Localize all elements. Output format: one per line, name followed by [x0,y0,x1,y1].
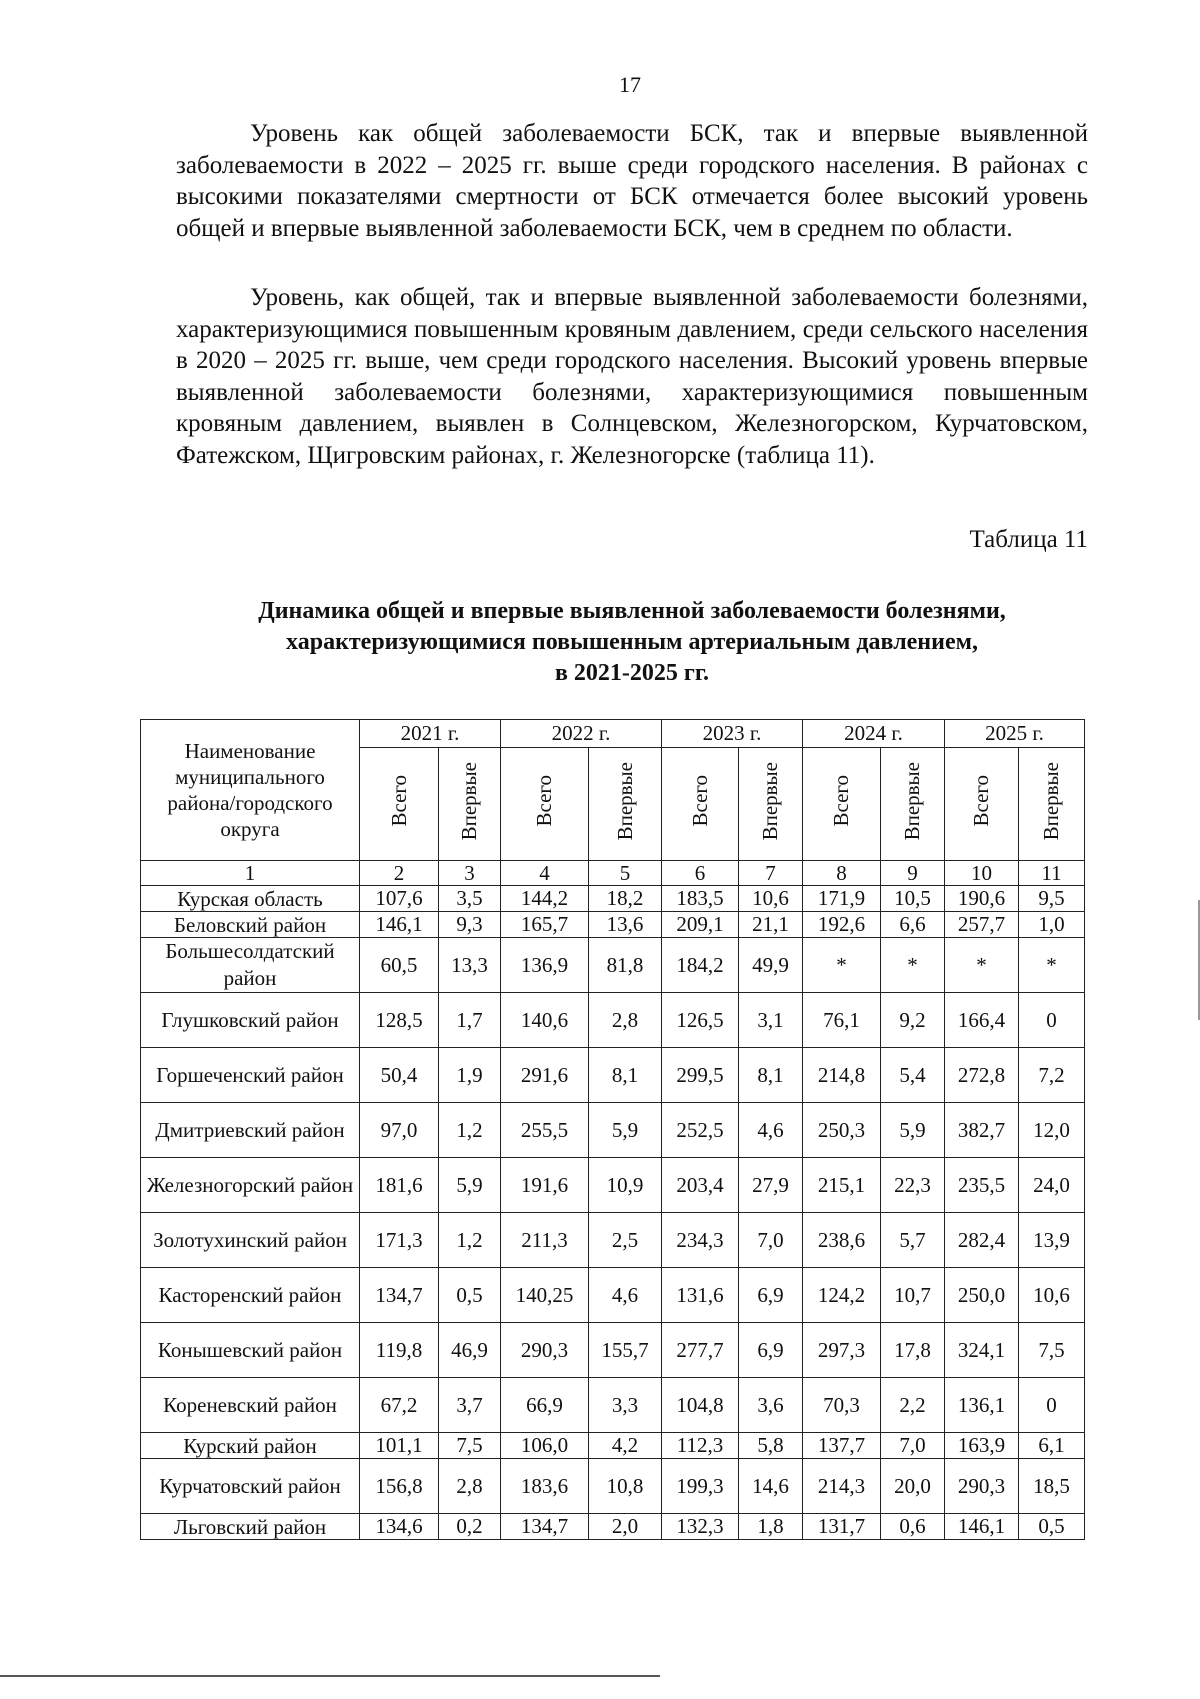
first-value-cell: 10,8 [589,1459,662,1514]
total-value-cell: 257,7 [945,912,1019,938]
first-value-cell: 5,9 [589,1103,662,1158]
total-value-cell: 131,6 [662,1268,739,1323]
total-value-cell: 299,5 [662,1048,739,1103]
first-value-cell: 24,0 [1019,1158,1085,1213]
total-value-cell: 134,7 [501,1514,589,1540]
header-first [589,748,662,861]
first-value-cell: 27,9 [739,1158,803,1213]
total-value-cell: 171,3 [360,1213,439,1268]
total-value-cell: 209,1 [662,912,739,938]
first-value-cell: 0,5 [1019,1514,1085,1540]
first-value-cell: 4,6 [589,1268,662,1323]
column-number-cell: 10 [945,861,1019,886]
first-value-cell: 0,5 [439,1268,501,1323]
column-number-cell: 5 [589,861,662,886]
first-value-cell: * [1019,938,1085,993]
first-value-cell: 155,7 [589,1323,662,1378]
table-title [176,596,1088,689]
table-row [141,1323,1085,1378]
row-name-cell: Горшеченский район [141,1048,360,1103]
first-value-cell: 7,5 [439,1433,501,1459]
morbidity-table [140,719,1085,1540]
row-name-cell: Золотухинский район [141,1213,360,1268]
first-value-cell: 81,8 [589,938,662,993]
first-value-cell: 10,7 [881,1268,945,1323]
first-value-cell: 20,0 [881,1459,945,1514]
first-value-cell: 0,6 [881,1514,945,1540]
total-value-cell: 97,0 [360,1103,439,1158]
row-name-cell: Большесолдатский район [141,938,360,993]
first-value-cell: 2,0 [589,1514,662,1540]
first-value-cell: 13,3 [439,938,501,993]
first-value-cell: 2,5 [589,1213,662,1268]
first-value-cell: 5,4 [881,1048,945,1103]
column-number-cell: 6 [662,861,739,886]
column-number-cell: 3 [439,861,501,886]
first-value-cell: 13,9 [1019,1213,1085,1268]
total-value-cell: 146,1 [360,912,439,938]
first-value-cell: 0,2 [439,1514,501,1540]
row-name-cell: Железногорский район [141,1158,360,1213]
total-value-cell: 76,1 [803,993,881,1048]
total-value-cell: 70,3 [803,1378,881,1433]
first-value-cell: 3,7 [439,1378,501,1433]
total-value-cell: 382,7 [945,1103,1019,1158]
total-value-cell: 134,7 [360,1268,439,1323]
total-value-cell: 183,5 [662,886,739,912]
first-value-cell: 14,6 [739,1459,803,1514]
column-number-cell: 9 [881,861,945,886]
table-row [141,938,1085,993]
header-year: 2022 г. [501,720,662,748]
header-total [945,748,1019,861]
total-value-cell: 124,2 [803,1268,881,1323]
total-value-cell: 214,3 [803,1459,881,1514]
first-value-cell: 7,0 [881,1433,945,1459]
first-value-cell: 1,9 [439,1048,501,1103]
total-value-cell: 324,1 [945,1323,1019,1378]
paragraph-1: Уровень как общей заболеваемости БСК, так и впервые выявленной заболеваемости в 2022 – 2025 гг. выше среди городского населения. В районах с высокими показателями смертности от БСК отмечается более высокий уровень общей и впервые выявленной заболеваемости БСК, чем в среднем по области. [176,120,1088,242]
first-value-cell: 10,6 [739,886,803,912]
total-value-cell: 255,5 [501,1103,589,1158]
first-value-cell: 10,6 [1019,1268,1085,1323]
first-value-cell: 5,8 [739,1433,803,1459]
table-row [141,1158,1085,1213]
total-value-cell: 50,4 [360,1048,439,1103]
first-value-cell: 7,0 [739,1213,803,1268]
first-value-cell: 4,6 [739,1103,803,1158]
total-value-cell: 238,6 [803,1213,881,1268]
first-value-cell: 3,5 [439,886,501,912]
column-number-cell: 7 [739,861,803,886]
header-total-label: Всего [829,775,853,827]
first-value-cell: 12,0 [1019,1103,1085,1158]
total-value-cell: 250,0 [945,1268,1019,1323]
column-number-cell: 2 [360,861,439,886]
header-first-label: Впервые [457,761,481,841]
first-value-cell: 1,0 [1019,912,1085,938]
total-value-cell: 190,6 [945,886,1019,912]
total-value-cell: 66,9 [501,1378,589,1433]
column-number-cell: 1 [141,861,360,886]
table-row [141,1213,1085,1268]
total-value-cell: 126,5 [662,993,739,1048]
row-name-cell: Курчатовский район [141,1459,360,1514]
total-value-cell: 140,25 [501,1268,589,1323]
header-total [803,748,881,861]
total-value-cell: 297,3 [803,1323,881,1378]
first-value-cell: 1,7 [439,993,501,1048]
table-row [141,1433,1085,1459]
table-row [141,912,1085,938]
table-title-line-3: в 2021-2025 гг. [554,660,710,686]
total-value-cell: 144,2 [501,886,589,912]
first-value-cell: 5,9 [439,1158,501,1213]
total-value-cell: 291,6 [501,1048,589,1103]
total-value-cell: 184,2 [662,938,739,993]
first-value-cell: 13,6 [589,912,662,938]
header-total-label: Всего [386,775,411,827]
table-title-line-1: Динамика общей и впервые выявленной заболеваемости болезнями, [258,598,1006,624]
row-name-cell: Конышевский район [141,1323,360,1378]
header-year: 2024 г. [803,720,945,748]
table-body [141,886,1085,1540]
table-title-line-2: характеризующимися повышенным артериальным давлением, [286,629,978,655]
first-value-cell: 2,8 [589,993,662,1048]
total-value-cell: 67,2 [360,1378,439,1433]
total-value-cell: 250,3 [803,1103,881,1158]
first-value-cell: 6,9 [739,1268,803,1323]
total-value-cell: 104,8 [662,1378,739,1433]
header-first-label: Впервые [900,761,924,841]
row-name-cell: Касторенский район [141,1268,360,1323]
first-value-cell: 3,6 [739,1378,803,1433]
total-value-cell: * [945,938,1019,993]
row-name-cell: Курская область [141,886,360,912]
total-value-cell: 132,3 [662,1514,739,1540]
first-value-cell: 10,5 [881,886,945,912]
first-value-cell: 1,2 [439,1103,501,1158]
first-value-cell: 46,9 [439,1323,501,1378]
first-value-cell: 0 [1019,993,1085,1048]
row-name-cell: Дмитриевский район [141,1103,360,1158]
first-value-cell: 5,7 [881,1213,945,1268]
first-value-cell: * [881,938,945,993]
first-value-cell: 6,9 [739,1323,803,1378]
header-total [662,748,739,861]
total-value-cell: 203,4 [662,1158,739,1213]
header-first [439,748,501,861]
total-value-cell: 112,3 [662,1433,739,1459]
header-first [881,748,945,861]
first-value-cell: 21,1 [739,912,803,938]
total-value-cell: 166,4 [945,993,1019,1048]
total-value-cell: 277,7 [662,1323,739,1378]
total-value-cell: 107,6 [360,886,439,912]
first-value-cell: 5,9 [881,1103,945,1158]
first-value-cell: 10,9 [589,1158,662,1213]
header-year: 2025 г. [945,720,1085,748]
total-value-cell: 235,5 [945,1158,1019,1213]
table-row [141,1048,1085,1103]
first-value-cell: 1,2 [439,1213,501,1268]
header-first-label: Впервые [758,761,782,841]
total-value-cell: 106,0 [501,1433,589,1459]
total-value-cell: 192,6 [803,912,881,938]
header-year: 2021 г. [360,720,501,748]
column-number-cell: 11 [1019,861,1085,886]
table-row [141,1268,1085,1323]
total-value-cell: 214,8 [803,1048,881,1103]
total-value-cell: 282,4 [945,1213,1019,1268]
total-value-cell: 290,3 [945,1459,1019,1514]
row-name-cell: Беловский район [141,912,360,938]
total-value-cell: 163,9 [945,1433,1019,1459]
paragraph-2: Уровень, как общей, так и впервые выявленной заболеваемости болезнями, характеризующимися повышенным кровяным давлением, среди сельского населения в 2020 – 2025 гг. выше, чем среди городского населения. Высокий уровень впервые выявленной заболеваемости болезнями, характеризующимися повышенным кровяным давлением, выявлен в Солнцевском, Железногорском, Курчатовском, Фатежском, Щигровским районах, г. Железногорске (таблица 11). [176,284,1088,469]
total-value-cell: 156,8 [360,1459,439,1514]
header-year: 2023 г. [662,720,803,748]
header-name: Наименование муниципального района/городского округа [141,720,360,861]
first-value-cell: 22,3 [881,1158,945,1213]
table-row [141,1459,1085,1514]
first-value-cell: 3,3 [589,1378,662,1433]
first-value-cell: 7,2 [1019,1048,1085,1103]
column-number-cell: 8 [803,861,881,886]
total-value-cell: 211,3 [501,1213,589,1268]
header-total [501,748,589,861]
header-first-label: Впервые [1039,761,1063,841]
total-value-cell: * [803,938,881,993]
header-total [360,748,439,861]
total-value-cell: 146,1 [945,1514,1019,1540]
total-value-cell: 290,3 [501,1323,589,1378]
total-value-cell: 140,6 [501,993,589,1048]
column-number-cell: 4 [501,861,589,886]
first-value-cell: 17,8 [881,1323,945,1378]
total-value-cell: 171,9 [803,886,881,912]
first-value-cell: 6,1 [1019,1433,1085,1459]
first-value-cell: 2,8 [439,1459,501,1514]
header-first [739,748,803,861]
first-value-cell: 0 [1019,1378,1085,1433]
total-value-cell: 234,3 [662,1213,739,1268]
total-value-cell: 252,5 [662,1103,739,1158]
first-value-cell: 8,1 [739,1048,803,1103]
first-value-cell: 18,2 [589,886,662,912]
header-first-label: Впервые [612,761,637,841]
total-value-cell: 191,6 [501,1158,589,1213]
header-total-label: Всего [969,775,993,827]
table-row [141,886,1085,912]
total-value-cell: 60,5 [360,938,439,993]
first-value-cell: 7,5 [1019,1323,1085,1378]
total-value-cell: 199,3 [662,1459,739,1514]
total-value-cell: 137,7 [803,1433,881,1459]
first-value-cell: 1,8 [739,1514,803,1540]
total-value-cell: 215,1 [803,1158,881,1213]
table-row [141,1103,1085,1158]
first-value-cell: 49,9 [739,938,803,993]
scan-edge-line [0,1675,660,1677]
first-value-cell: 3,1 [739,993,803,1048]
total-value-cell: 136,1 [945,1378,1019,1433]
first-value-cell: 9,5 [1019,886,1085,912]
total-value-cell: 136,9 [501,938,589,993]
table-row [141,993,1085,1048]
table-row [141,1514,1085,1540]
total-value-cell: 134,6 [360,1514,439,1540]
total-value-cell: 183,6 [501,1459,589,1514]
first-value-cell: 9,3 [439,912,501,938]
header-first [1019,748,1085,861]
row-name-cell: Льговский район [141,1514,360,1540]
header-total-label: Всего [687,775,712,827]
total-value-cell: 165,7 [501,912,589,938]
total-value-cell: 181,6 [360,1158,439,1213]
first-value-cell: 9,2 [881,993,945,1048]
first-value-cell: 8,1 [589,1048,662,1103]
first-value-cell: 18,5 [1019,1459,1085,1514]
column-number-row [141,861,1085,886]
first-value-cell: 6,6 [881,912,945,938]
row-name-cell: Кореневский район [141,1378,360,1433]
total-value-cell: 131,7 [803,1514,881,1540]
row-name-cell: Курский район [141,1433,360,1459]
page-number: 17 [619,72,641,97]
total-value-cell: 119,8 [360,1323,439,1378]
total-value-cell: 101,1 [360,1433,439,1459]
total-value-cell: 272,8 [945,1048,1019,1103]
table-caption: Таблица 11 [969,526,1088,553]
first-value-cell: 2,2 [881,1378,945,1433]
row-name-cell: Глушковский район [141,993,360,1048]
table-row [141,1378,1085,1433]
first-value-cell: 4,2 [589,1433,662,1459]
header-total-label: Всего [532,775,556,827]
total-value-cell: 128,5 [360,993,439,1048]
